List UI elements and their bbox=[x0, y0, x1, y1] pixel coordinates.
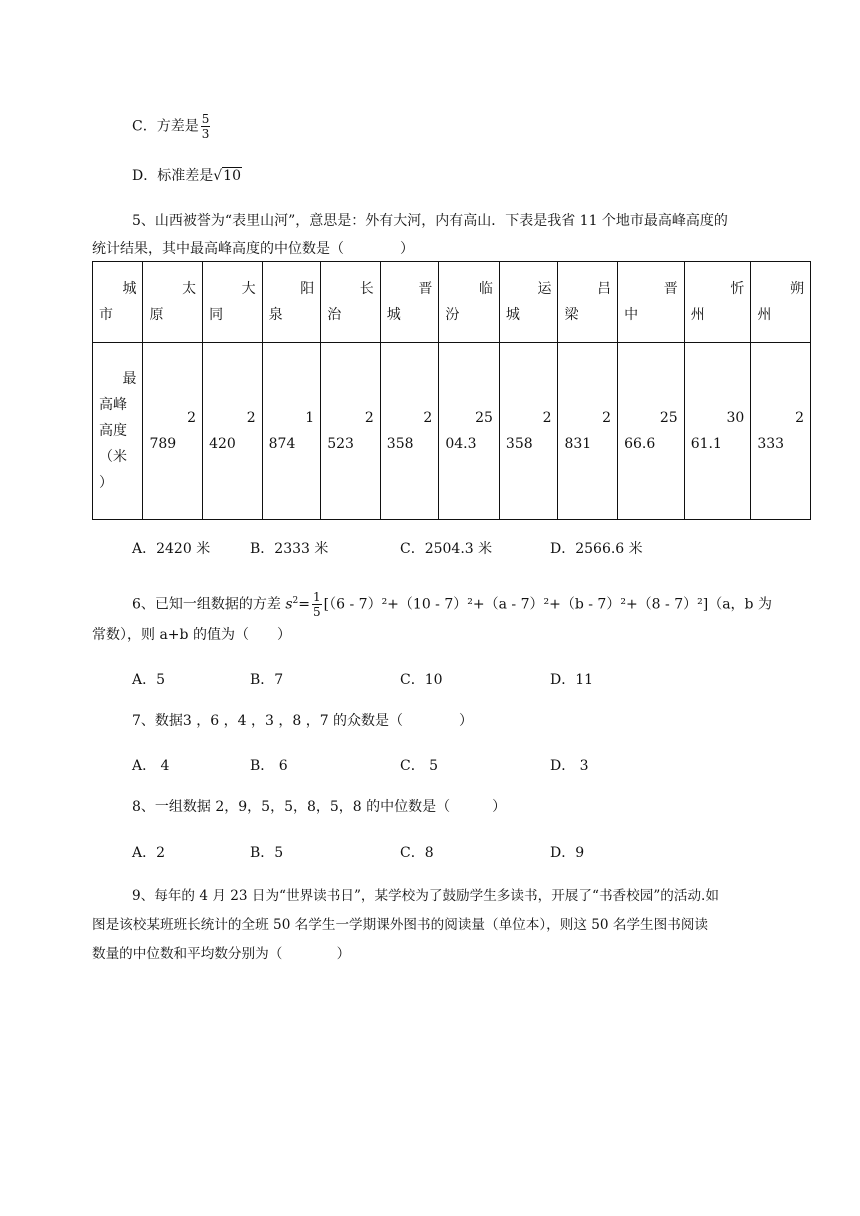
q6-option-b[interactable]: B．7 bbox=[250, 672, 284, 688]
table-cell-city: 阳 泉 bbox=[262, 262, 321, 343]
q7-option-b[interactable]: B． 6 bbox=[250, 758, 288, 774]
table-row-height bbox=[93, 343, 811, 520]
table-cell-city: 大 同 bbox=[203, 262, 263, 343]
table-cell-header: 城 市 bbox=[93, 262, 143, 343]
table-cell-value: 2 831 bbox=[558, 343, 618, 520]
question-6-stem-line-1: 6、已知一组数据的方差 $s^2=$ $\frac{1}{5}$ [（6 - 7）²+（10 - 7）²+（a - 7）²+（b - 7）²+（8 - 7）²]（a，b 为 bbox=[132, 590, 772, 619]
question-6-stem-line-2: 常数），则 a+b 的值为（ ） bbox=[92, 627, 291, 643]
q9-line-1: 9、每年的 4 月 23 日为“世界读书日”，某学校为了鼓励学生多读书，开展了“书香校园”的活动.如 bbox=[132, 888, 719, 904]
table-cell-value: 2 523 bbox=[321, 343, 381, 520]
peak-height-table bbox=[92, 261, 811, 520]
table-cell-city: 长 治 bbox=[321, 262, 381, 343]
table-cell-row-label: 最 高峰 高度 （米 ） bbox=[93, 343, 143, 520]
option-d-label: D．标准差是 bbox=[132, 168, 214, 184]
table-cell-city: 太 原 bbox=[143, 262, 203, 343]
q5-option-a[interactable]: A．2420 米 bbox=[132, 541, 211, 557]
q7-option-c[interactable]: C． 5 bbox=[400, 758, 439, 774]
table-cell-value: 25 04.3 bbox=[439, 343, 500, 520]
fraction-5-3: $\frac{5}{3}$ bbox=[201, 112, 210, 141]
table-cell-value: 2 333 bbox=[751, 343, 811, 520]
q8-option-c[interactable]: C．8 bbox=[400, 845, 434, 861]
table-cell-city: 临 汾 bbox=[439, 262, 500, 343]
table-cell-value: 30 61.1 bbox=[684, 343, 751, 520]
q6-option-d[interactable]: D．11 bbox=[550, 672, 594, 688]
question-5-stem bbox=[92, 207, 812, 263]
table-cell-value: 2 420 bbox=[203, 343, 263, 520]
q8-option-a[interactable]: A．2 bbox=[132, 845, 166, 861]
table-cell-value: 2 358 bbox=[499, 343, 558, 520]
table-cell-city: 运 城 bbox=[499, 262, 558, 343]
table-cell-city: 吕 梁 bbox=[558, 262, 618, 343]
fraction-1-5: $\frac{1}{5}$ bbox=[313, 590, 321, 619]
q7-option-d[interactable]: D． 3 bbox=[550, 758, 589, 774]
table-cell-city: 晋 城 bbox=[380, 262, 439, 343]
question-8-stem: 8、一组数据 2，9，5，5，8，5，8 的中位数是（ ） bbox=[132, 799, 507, 815]
table-cell-value: 25 66.6 bbox=[618, 343, 685, 520]
question-7-stem: 7、数据3 ，6 ，4 ，3 ，8 ，7 的众数是（ ） bbox=[132, 713, 474, 729]
q8-option-d[interactable]: D．9 bbox=[550, 845, 585, 861]
q5-option-d[interactable]: D．2566.6 米 bbox=[550, 541, 643, 557]
option-c-label: C．方差是 bbox=[132, 118, 199, 135]
table-cell-city: 晋 中 bbox=[618, 262, 685, 343]
table-row-city bbox=[93, 262, 811, 343]
q7-option-a[interactable]: A． 4 bbox=[132, 758, 170, 774]
q6-option-a[interactable]: A．5 bbox=[132, 672, 166, 688]
sqrt-10: √10 bbox=[213, 168, 241, 184]
table-cell-value: 2 358 bbox=[380, 343, 439, 520]
q5-stem-line-1: 5、山西被誉为“表里山河”，意思是：外有大河，内有高山．下表是我省 11 个地市最高峰高度的 bbox=[132, 213, 728, 229]
q9-line-3: 数量的中位数和平均数分别为（ ） bbox=[92, 946, 351, 962]
table-cell-city: 忻 州 bbox=[684, 262, 751, 343]
q6-option-c[interactable]: C．10 bbox=[400, 672, 443, 688]
table-cell-city: 朔 州 bbox=[751, 262, 811, 343]
table-cell-value: 2 789 bbox=[143, 343, 203, 520]
q5-option-b[interactable]: B．2333 米 bbox=[250, 541, 329, 557]
option-d-std bbox=[132, 166, 242, 186]
question-9-stem bbox=[92, 882, 812, 969]
q8-option-b[interactable]: B．5 bbox=[250, 845, 284, 861]
q5-stem-line-2: 统计结果，其中最高峰高度的中位数是（ ） bbox=[92, 241, 414, 257]
option-c-variance bbox=[132, 112, 212, 141]
table-cell-value: 1 874 bbox=[262, 343, 321, 520]
q5-option-c[interactable]: C．2504.3 米 bbox=[400, 541, 493, 557]
q9-line-2: 图是该校某班班长统计的全班 50 名学生一学期课外图书的阅读量（单位本），则这 50 名学生图书阅读 bbox=[92, 917, 709, 933]
